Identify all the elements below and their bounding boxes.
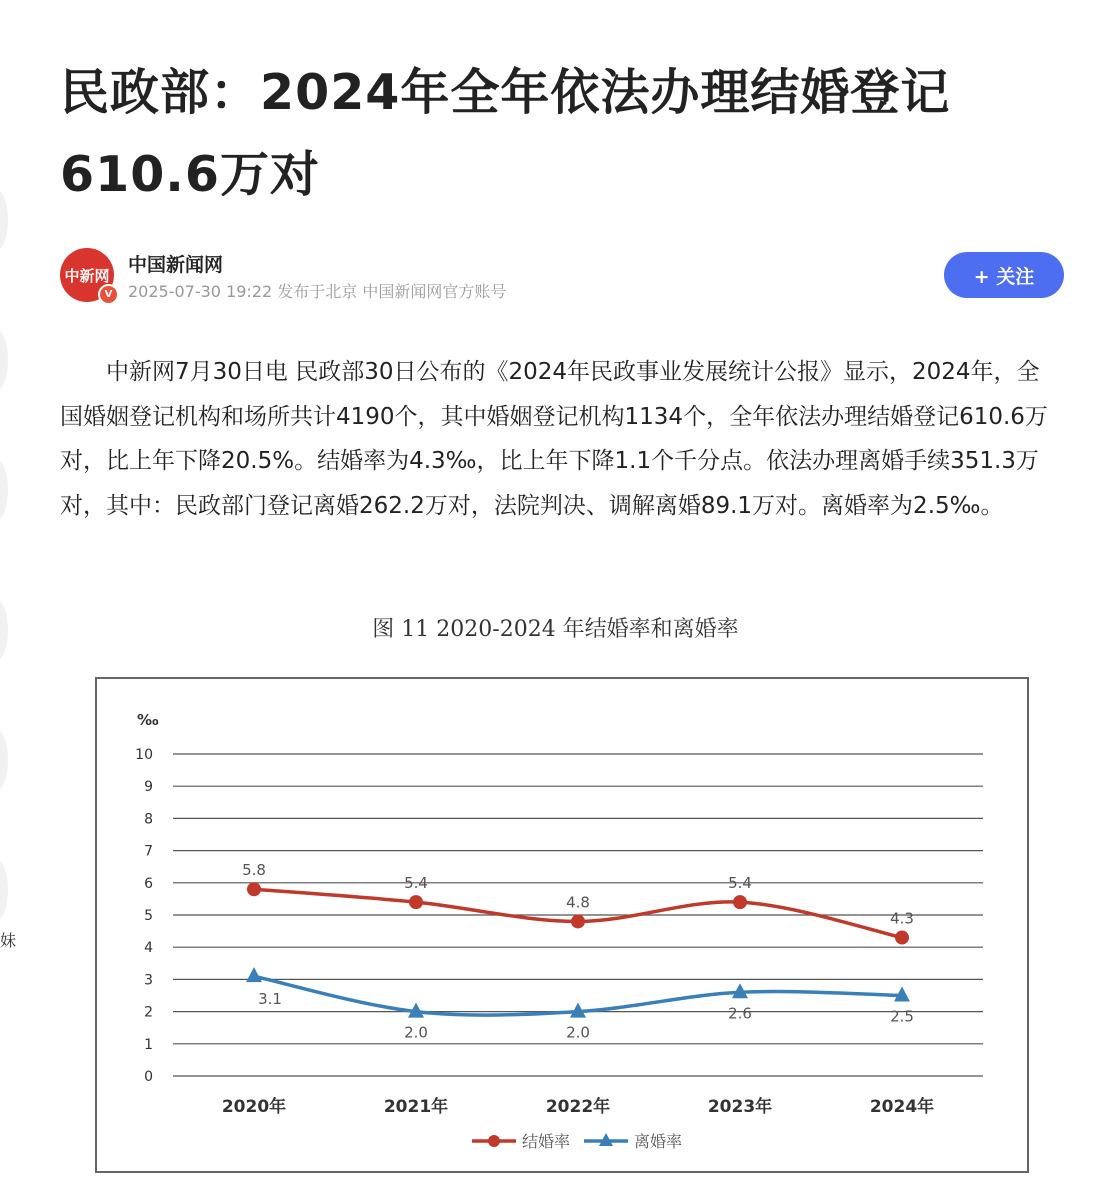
author-row — [60, 246, 1064, 306]
edge-text-fragment: 妹 — [0, 931, 17, 950]
article-title: 民政部：2024年全年依法办理结婚登记610.6万对 — [60, 64, 951, 203]
x-tick-label: 2023年 — [707, 1097, 773, 1117]
follow-button[interactable]: + 关注 — [944, 252, 1064, 298]
x-tick-label: 2020年 — [221, 1097, 287, 1117]
data-label: 5.4 — [728, 874, 752, 893]
data-point — [571, 914, 585, 928]
edge-decoration — [0, 730, 8, 790]
data-label: 4.3 — [890, 909, 914, 928]
data-point — [895, 931, 909, 945]
avatar-logo-text: 中新网 — [64, 266, 110, 285]
data-label: 2.0 — [566, 1023, 590, 1042]
data-label: 2.0 — [404, 1023, 428, 1042]
publish-meta: 2025-07-30 19:22 发布于北京 中国新闻网官方账号 — [128, 282, 507, 301]
article-body: 中新网7月30日电 民政部30日公布的《2024年民政事业发展统计公报》显示，2024年，全国婚姻登记机构和场所共计4190个，其中婚姻登记机构1134个，全年依法办理结婚登记610.6万对，比上年下降20.5%。结婚率为4.3‰，比上年下降1.1个千分点。依法办理离婚手续351.3万对，其中：民政部门登记离婚262.2万对，法院判决、调解离婚89.1万对。离婚率为2.5‰。 — [60, 359, 1048, 519]
line-chart — [95, 677, 1029, 1173]
data-label: 2.5 — [890, 1007, 914, 1026]
y-tick-label: 3 — [144, 972, 153, 989]
data-point — [246, 967, 262, 982]
y-tick-label: 4 — [144, 940, 153, 957]
legend-label: 结婚率 — [522, 1132, 571, 1151]
y-tick-label: 5 — [144, 908, 153, 924]
x-tick-label: 2024年 — [869, 1097, 935, 1117]
y-tick-label: 8 — [144, 811, 153, 828]
y-tick-label: 0 — [144, 1069, 153, 1085]
y-tick-label: 7 — [144, 843, 153, 860]
data-label: 5.4 — [404, 874, 428, 893]
data-point — [247, 882, 261, 896]
data-label: 3.1 — [258, 990, 282, 1009]
chart-svg — [97, 679, 1031, 1175]
y-tick-label: 9 — [144, 779, 153, 796]
legend-marker — [488, 1135, 500, 1147]
y-tick-label: 6 — [144, 875, 153, 892]
data-point — [409, 895, 423, 909]
data-label: 5.8 — [242, 861, 266, 880]
data-label: 4.8 — [566, 893, 590, 912]
y-axis-unit-label: ‰ — [137, 711, 159, 729]
legend-label: 离婚率 — [634, 1132, 683, 1151]
verified-badge-icon: V — [98, 284, 119, 305]
edge-decoration — [0, 190, 8, 250]
edge-decoration — [0, 860, 8, 920]
y-tick-label: 1 — [144, 1036, 153, 1053]
y-tick-label: 2 — [144, 1004, 153, 1021]
figure-caption: 图 11 2020-2024 年结婚率和离婚率 — [372, 617, 739, 642]
x-tick-label: 2022年 — [545, 1097, 611, 1117]
data-point — [733, 895, 747, 909]
x-tick-label: 2021年 — [383, 1097, 449, 1117]
edge-decoration — [0, 330, 8, 390]
y-tick-label: 10 — [135, 747, 153, 763]
author-name[interactable]: 中国新闻网 — [128, 254, 224, 276]
edge-decoration — [0, 460, 8, 520]
data-label: 2.6 — [728, 1004, 752, 1023]
